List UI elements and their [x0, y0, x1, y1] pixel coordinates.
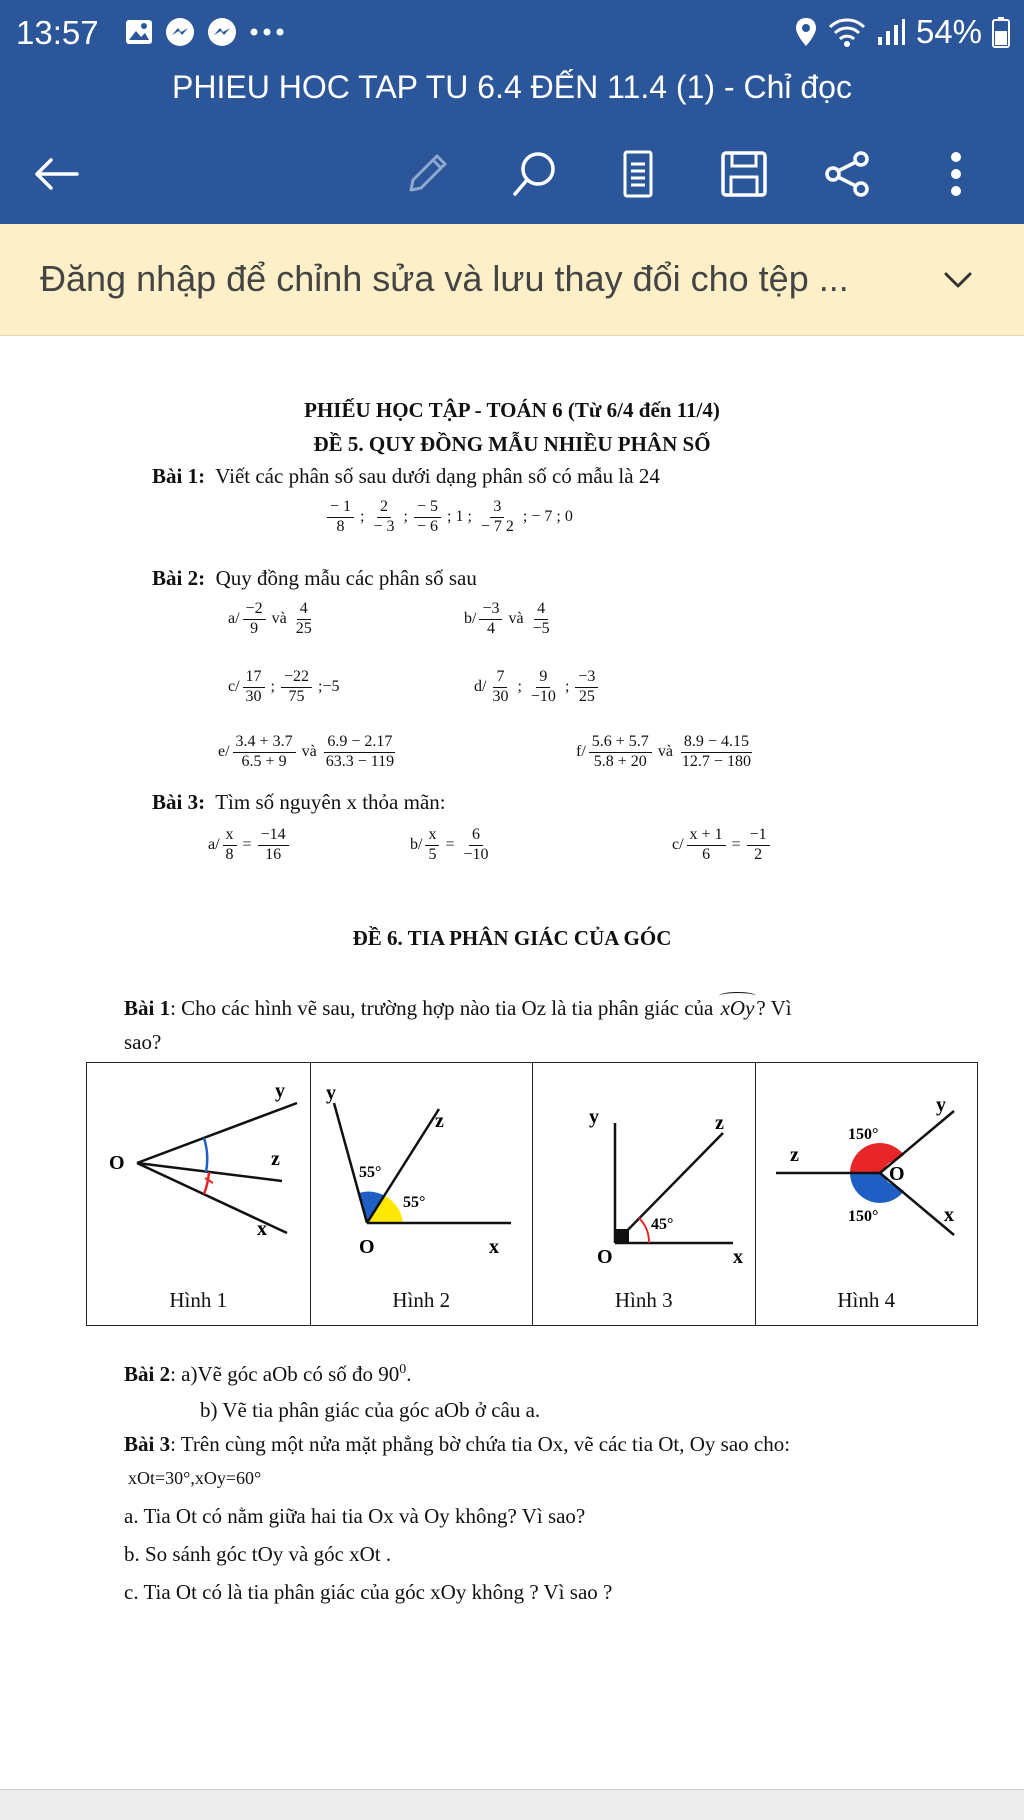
figure-4: [756, 1063, 978, 1325]
signal-icon: [876, 17, 906, 47]
fraction: [478, 498, 517, 537]
fraction: [528, 668, 559, 707]
item-expr: [240, 668, 343, 705]
fraction: [687, 826, 726, 865]
ex-label: Bài 3:: [152, 790, 206, 814]
fig4-label-y: y: [935, 1094, 946, 1116]
denominator: 30: [245, 687, 262, 705]
fig1-label-o: O: [109, 1152, 125, 1174]
denominator: 25: [295, 619, 312, 637]
numerator: − 1: [327, 498, 354, 518]
numerator: x: [223, 826, 237, 846]
ex-label: Bài 1: [124, 996, 171, 1020]
expr-separator: ; 1 ;: [447, 508, 472, 526]
figure-3: [533, 1063, 756, 1325]
fraction: [575, 668, 598, 707]
expr-separator: =: [242, 836, 252, 854]
ex6-3-question-b: b. So sánh góc tOy và góc xOt .: [124, 1542, 392, 1566]
expr-separator: =: [731, 836, 741, 854]
expr-separator: ;: [270, 678, 275, 696]
more-vertical-icon: [950, 151, 962, 197]
item-expr: [220, 826, 292, 863]
back-arrow-icon: [31, 156, 81, 192]
item-label: c/: [228, 678, 240, 696]
section-5-title: ĐỀ 5. QUY ĐỒNG MẪU NHIỀU PHÂN SỐ: [313, 432, 711, 456]
section-6-title: ĐỀ 6. TIA PHÂN GIÁC CỦA GÓC: [352, 926, 672, 950]
numerator: x: [425, 826, 439, 846]
search-icon: [510, 149, 560, 199]
fig4-label-o: O: [888, 1163, 905, 1185]
fig2-angle-1: 55°: [358, 1164, 381, 1181]
numerator: 6: [469, 826, 483, 846]
item-expr: [422, 826, 494, 863]
fig4-label-x: x: [943, 1204, 954, 1226]
figures-table: [86, 1062, 978, 1326]
messenger-icon: [165, 17, 195, 47]
share-button[interactable]: [818, 144, 878, 204]
ex-text: : Cho các hình vẽ sau, trường hợp nào tia Oz là tia phân giác của: [170, 996, 714, 1020]
item-label: b/: [464, 610, 477, 628]
expr-separator: và: [271, 610, 287, 628]
denominator: 16: [265, 845, 282, 863]
fraction: [530, 600, 553, 639]
numerator: −3: [479, 600, 502, 620]
fraction: [243, 668, 265, 707]
ex5-1-prompt: [152, 464, 660, 489]
denominator: 5: [428, 845, 437, 863]
ex5-2-prompt: [152, 566, 477, 591]
numerator: x + 1: [687, 826, 726, 846]
ex-text: Viết các phân số sau dưới dạng phân số có mẫu là 24: [215, 464, 660, 488]
denominator: −10: [530, 687, 556, 705]
ex6-1-prompt-line2: sao?: [124, 1030, 162, 1054]
reading-view-icon: [618, 149, 658, 199]
denominator: 30: [492, 687, 509, 705]
fig2-label-y: y: [325, 1082, 336, 1104]
fig3-label-y: y: [589, 1106, 599, 1128]
angle-hat: [719, 992, 757, 1000]
reading-view-button[interactable]: [608, 144, 668, 204]
denominator: 8: [225, 845, 234, 863]
expr-separator: =: [445, 836, 455, 854]
figure-caption: Hình 1: [169, 1288, 228, 1312]
figure-4-drawing: [756, 1063, 976, 1325]
numerator: 3: [490, 498, 504, 518]
more-notifications-icon: [249, 27, 285, 37]
fig4-angle-1: 150°: [847, 1126, 878, 1143]
fig2-label-x: x: [488, 1236, 499, 1258]
toolbar: [0, 124, 1024, 224]
ex-label: Bài 3: [124, 1432, 171, 1456]
numerator: 17: [243, 668, 265, 688]
more-options-button[interactable]: [926, 144, 986, 204]
edit-button[interactable]: [397, 144, 457, 204]
denominator: 9: [250, 619, 259, 637]
fig2-angle-2: 55°: [402, 1194, 425, 1211]
fig3-label-z: z: [715, 1112, 724, 1134]
save-icon: [719, 149, 769, 199]
numerator: 3.4 + 3.7: [233, 733, 296, 753]
denominator: −5: [532, 619, 550, 637]
denominator: 12.7 − 180: [681, 752, 751, 770]
location-icon: [794, 17, 818, 47]
fraction: [679, 733, 754, 772]
ex-text: : Trên cùng một nửa mặt phẳng bờ chứa tia Ox, vẽ các tia Ot, Oy sao cho:: [170, 1432, 791, 1456]
fraction: [233, 733, 296, 772]
fig4-angle-2: 150°: [847, 1208, 878, 1225]
item-label: d/: [474, 678, 487, 696]
item-label: e/: [218, 743, 230, 761]
numerator: 7: [493, 668, 507, 688]
figure-caption: Hình 3: [614, 1288, 673, 1312]
numerator: 5.6 + 5.7: [589, 733, 652, 753]
figure-1-drawing: [87, 1063, 309, 1325]
banner-text: Đăng nhập để chỉnh sửa và lưu thay đổi cho tệp ...: [40, 258, 849, 299]
numerator: 9: [536, 668, 550, 688]
ex-label: Bài 2: [124, 1362, 171, 1386]
expr-separator: ;: [564, 678, 570, 696]
denominator: − 3: [373, 517, 395, 535]
item-expr: [684, 826, 773, 863]
ex5-2-item-a: [228, 600, 318, 639]
gallery-icon: [125, 19, 153, 45]
item-label: a/: [208, 836, 220, 854]
fraction: [293, 600, 315, 639]
denominator: 6.5 + 9: [241, 752, 287, 770]
figure-2: [311, 1063, 534, 1325]
denominator: 4: [486, 619, 495, 637]
bottom-gutter: [0, 1790, 1024, 1820]
item-label: b/: [410, 836, 423, 854]
ex5-2-item-e: [218, 733, 400, 772]
pencil-icon: [403, 150, 451, 198]
expr-separator: ; − 7 ; 0: [522, 508, 573, 526]
angle-xoy: [719, 996, 757, 1021]
fraction: [747, 826, 770, 865]
ex5-2-item-c: [228, 668, 343, 707]
ex-text: Quy đồng mẫu các phân số sau: [215, 566, 477, 590]
ex5-3-prompt: [152, 790, 446, 815]
denominator: − 6: [416, 517, 438, 535]
ex-text: Tìm số nguyên x thỏa mãn:: [215, 790, 446, 814]
fig2-label-o: O: [358, 1236, 375, 1258]
ex-label: Bài 2:: [152, 566, 206, 590]
fraction: [460, 826, 491, 865]
fraction: [489, 668, 511, 707]
fraction: [425, 826, 439, 865]
chevron-down-icon[interactable]: [938, 260, 978, 300]
expr-separator: ;: [517, 678, 522, 696]
item-label: c/: [672, 836, 684, 854]
figure-3-drawing: [533, 1063, 754, 1325]
fig3-angle-1: 45°: [651, 1216, 674, 1233]
sign-in-banner[interactable]: [0, 224, 1024, 336]
denominator: 8: [336, 517, 345, 535]
denominator: 63.3 − 119: [325, 752, 395, 770]
status-bar: [0, 0, 1024, 64]
denominator: − 7 2: [480, 517, 514, 535]
denominator: 6: [702, 845, 711, 863]
ex5-2-item-b: [464, 600, 556, 639]
ex5-3-item-b: [410, 826, 495, 865]
ex5-2-item-f: [576, 733, 757, 772]
numerator: −3: [575, 668, 598, 688]
numerator: −1: [747, 826, 770, 846]
ex5-1-fractions: [324, 498, 576, 537]
status-time: 13:57: [16, 14, 99, 51]
fig3-label-o: O: [597, 1246, 613, 1268]
notification-icons: [125, 16, 285, 48]
figure-caption: Hình 4: [837, 1288, 896, 1312]
ex6-2-a: [124, 1362, 412, 1387]
ex-label: Bài 1:: [152, 464, 206, 488]
fraction: [281, 668, 312, 707]
fraction: [323, 733, 397, 772]
fraction: [243, 600, 266, 639]
battery-icon: [992, 16, 1010, 48]
status-right: [794, 14, 1010, 50]
ex5-3-item-a: [208, 826, 292, 865]
item-expr: [586, 733, 757, 770]
ex5-2-item-d: [474, 668, 601, 707]
expr-separator: và: [657, 743, 673, 761]
document-page: [0, 336, 1024, 1790]
item-expr: [230, 733, 401, 770]
ex6-1-prompt: [124, 996, 792, 1021]
item-expr: [476, 600, 555, 637]
numerator: −22: [281, 668, 312, 688]
expr-separator: và: [508, 610, 524, 628]
fig1-label-y: y: [275, 1080, 285, 1102]
expr-separator: ;: [360, 508, 365, 526]
fraction: [589, 733, 652, 772]
numerator: −14: [258, 826, 289, 846]
figure-1: [87, 1063, 311, 1325]
battery-percent: 54%: [915, 13, 982, 50]
item-expr: [240, 600, 318, 637]
back-button[interactable]: [26, 144, 86, 204]
expr-separator: ;: [403, 508, 408, 526]
save-button[interactable]: [714, 144, 774, 204]
degree-superscript: 0: [399, 1362, 407, 1377]
expr-separator: và: [301, 743, 317, 761]
fraction: [258, 826, 289, 865]
ex6-3-question-c: c. Tia Ot có là tia phân giác của góc xOy không ? Vì sao ?: [124, 1580, 613, 1604]
expr-separator: ;−5: [318, 678, 340, 696]
worksheet-title: PHIẾU HỌC TẬP - TOÁN 6 (Từ 6/4 đến 11/4): [304, 398, 720, 422]
numerator: 8.9 − 4.15: [681, 733, 752, 753]
numerator: −2: [243, 600, 266, 620]
numerator: 6.9 − 2.17: [324, 733, 395, 753]
ex5-3-item-c: [672, 826, 773, 865]
fraction: [327, 498, 354, 537]
fig4-label-z: z: [789, 1144, 799, 1166]
figure-2-drawing: [311, 1063, 532, 1325]
fraction: [223, 826, 237, 865]
ex-text-end: ? Vì: [756, 996, 792, 1020]
denominator: 25: [578, 687, 595, 705]
ex6-2-b: b) Vẽ tia phân giác của góc aOb ở câu a.: [200, 1398, 541, 1422]
ex6-3-prompt: [124, 1432, 790, 1457]
fraction: [370, 498, 397, 537]
fig1-label-z: z: [271, 1148, 280, 1170]
wifi-icon: [828, 17, 866, 47]
item-label: a/: [228, 610, 240, 628]
numerator: 4: [534, 600, 548, 620]
denominator: 75: [288, 687, 305, 705]
search-button[interactable]: [505, 144, 565, 204]
fig3-label-x: x: [733, 1246, 743, 1268]
ex6-3-condition: xOt=30°,xOy=60°: [128, 1468, 262, 1488]
fraction: [414, 498, 441, 537]
document-title: PHIEU HOC TAP TU 6.4 ĐẾN 11.4 (1) - Chỉ đọc: [0, 64, 1024, 124]
fig1-label-x: x: [257, 1218, 267, 1240]
figure-caption: Hình 2: [392, 1288, 451, 1312]
numerator: − 5: [414, 498, 441, 518]
ex-dot: .: [406, 1362, 412, 1386]
fig2-label-z: z: [434, 1110, 444, 1132]
angle-text: xOy: [720, 996, 755, 1020]
denominator: 2: [754, 845, 763, 863]
ex6-3-question-a: a. Tia Ot có nằm giữa hai tia Ox và Oy không? Vì sao?: [124, 1504, 586, 1528]
denominator: −10: [463, 845, 489, 863]
fraction: [479, 600, 502, 639]
numerator: 2: [377, 498, 391, 518]
item-expr: [486, 668, 601, 705]
numerator: 4: [297, 600, 311, 620]
messenger-icon-2: [207, 17, 237, 47]
item-label: f/: [576, 743, 586, 761]
share-icon: [823, 149, 873, 199]
ex-text: : a)Vẽ góc aOb có số đo 90: [170, 1362, 400, 1386]
denominator: 5.8 + 20: [593, 752, 647, 770]
